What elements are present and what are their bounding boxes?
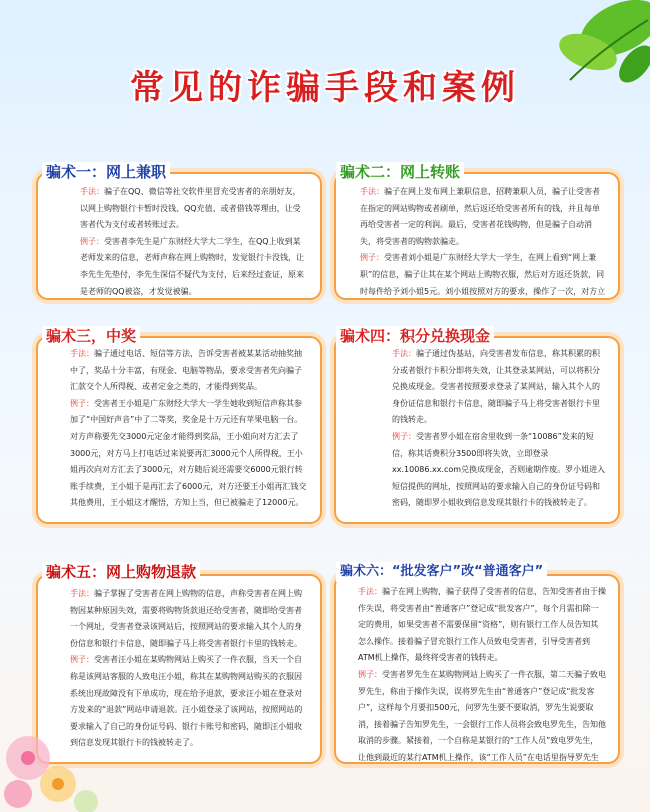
case-label: 例子：: [360, 253, 384, 263]
scam-card-2: [334, 172, 620, 300]
scam-card-1: [36, 172, 322, 300]
case-text: 受害者王小姐是广东财经大学大一学生她收到短信声称其参加了“中国好声音”中了二等奖，奖金是十万元还有苹果电脑一台。对方声称要先交3000元定金才能得到奖品，王小姐向对方汇去了3000元，对方马上打电话过来说要再汇3000元个人所得税，王小姐再次向对方汇去了3000元，对方随后说还需要交6000元银行转账手续费，王小姐于是再汇去了6000元，对方还要王小姐再汇钱交其他费用，王小姐这才醒悟，方知上当，但已被骗走了12000元。: [70, 398, 307, 508]
card-case: [358, 667, 606, 764]
method-label: 手法：: [70, 589, 94, 598]
card-2-heading: [336, 162, 464, 182]
method-text: 骗子在QQ、微信等社交软件里冒充受害者的亲朋好友，以网上购物银行卡暂时没钱、QQ充值、或者借钱等理由，让受害者代为支付或者转账过去。: [80, 187, 301, 230]
card-case: [392, 429, 606, 512]
card-case: [360, 250, 606, 300]
card-title: 网上兼职: [106, 163, 167, 181]
case-label: 例子：: [70, 398, 94, 408]
card-label: 骗术四：: [340, 327, 401, 345]
case-text: 受害者汪小姐在某购物网站上购买了一件衣服，当天一个自称是该网站客服的人致电汪小姐，称其在某购物网站购买的衣服因系统出现故障没有下单成功，现在给予退款，要求汪小姐在登录对方发来的“退款”网站申请退款。汪小姐登录了该网站，按照网站的要求输入了自己的身份证号码、银行卡账号和密码，随即汪小姐收到信息发现其银行卡的钱被转走了。: [70, 655, 303, 748]
case-label: 例子：: [392, 431, 416, 441]
card-method: [360, 184, 606, 250]
method-text: 骗子掌握了受害者在网上购物的信息，声称受害者在网上购物因某种原因失效，需要将购物货款退还给受害者，随即给受害者一个网址，受害者登录该网站后，按照网站的要求输入其个人的身份信息和银行卡信息，随即骗子马上将受害者银行卡里的钱转走。: [70, 589, 302, 648]
card-title: 中奖: [106, 327, 137, 345]
card-6-heading: [336, 562, 547, 582]
card-method: [392, 346, 606, 429]
card-label: 骗术一：: [46, 163, 107, 181]
card-title: “批发客户”改“普通客户”: [392, 564, 544, 579]
method-label: 手法：: [80, 187, 104, 196]
card-label: 骗术六：: [340, 564, 393, 579]
case-label: 例子：: [358, 669, 382, 679]
card-title: 积分兑换现金: [400, 327, 491, 345]
method-label: 手法：: [70, 349, 94, 358]
scam-card-6: [334, 574, 620, 764]
card-label: 骗术三，: [46, 327, 107, 345]
card-body: [360, 184, 606, 300]
page-title: 常见的诈骗手段和案例: [130, 68, 520, 108]
card-method: [358, 584, 606, 667]
card-title: 网上购物退款: [106, 563, 197, 581]
card-body: [358, 584, 606, 764]
case-text: 受害者刘小姐是广东财经大学大一学生，在网上看到“网上兼职”的信息，骗子让其在某个网站上购物衣服，然后对方返还货款，同时每件给予刘小姐5元。刘小姐按照对方的要求，操作了一次，对方立: [360, 253, 606, 296]
method-label: 手法：: [358, 587, 382, 596]
card-method: [70, 586, 308, 652]
flower-decoration: [0, 662, 110, 812]
card-method: [70, 346, 308, 396]
card-case: [70, 396, 308, 512]
card-1-heading: [42, 162, 170, 182]
method-label: 手法：: [392, 349, 416, 358]
card-title: 网上转账: [400, 163, 461, 181]
method-label: 手法：: [360, 187, 384, 196]
card-body: [392, 346, 606, 512]
card-case: [80, 234, 308, 300]
method-text: 骗子通过伪基站，向受害者发布信息，称其积累的积分或者银行卡积分即将失效，让其登录某网站，可以将积分兑换成现金。受害者按照要求登录了某网站，输入其个人的身份证信息和银行卡信息，随即骗子马上将受害者银行卡里的钱转走。: [392, 349, 600, 425]
card-method: [80, 184, 308, 234]
scam-card-4: [334, 336, 620, 524]
method-text: 骗子通过电话、短信等方法，告诉受害者被某某活动抽奖抽中了，奖品十分丰富，有现金、电脑等物品，要求受害者先向骗子汇款交个人所得税、或者定金之类的，才能得到奖品。: [70, 349, 302, 392]
method-text: 骗子在网上购物，骗子获得了受害者的信息，告知受害者由于操作失误，将受害者由“普通客户”登记成“批发客户”，每个月需扣除一定的费用，如果受害者不需要保留“资格”，则有银行工作人员告知其怎么操作。接着骗子冒充银行工作人员致电受害者，引导受害者到ATM机上操作，最终将受害者的钱转走。: [358, 587, 606, 663]
card-body: [80, 184, 308, 300]
card-3-heading: [42, 326, 140, 346]
card-5-heading: [42, 562, 200, 582]
method-text: 骗子在网上发布网上兼职信息，招聘兼职人员，骗子让受害者在指定的网站购物或者刷单，然后返还给受害者所有的钱，并且每单再给受害者一定的利润。最后，受害者花钱购物，但是骗子自动消失，将受害者的购物款骗走。: [360, 187, 600, 246]
card-label: 骗术五：: [46, 563, 107, 581]
card-body: [70, 346, 308, 512]
case-text: 受害者罗先生在某购物网站上购买了一件衣服，第二天骗子致电罗先生，称由于操作失误，误将罗先生由“普通客户”登记成“批发客户”，这样每个月要扣500元，问罗先生要不要取消，罗先生说要取消，接着骗子告知罗先生，一会银行工作人员将会致电罗先生，告知他取消的步骤。紧接着，一个自称是某银行的“工作人员”致电罗先生，让他到最近的某行ATM机上操作，该“工作人员”在电话里指导罗先生: [358, 669, 606, 762]
case-text: 受害者李先生是广东财经大学大二学生，在QQ上收到某老师发来的信息，老师声称在网上购物时，发觉银行卡没钱，让李先生先垫付，李先生深信不疑代为支付，后来经过查证，原来是老师的QQ被盗，才发觉被骗。: [80, 236, 304, 296]
scam-card-3: [36, 336, 322, 524]
card-4-heading: [336, 326, 494, 346]
case-label: 例子：: [80, 236, 104, 246]
case-text: 受害者罗小姐在宿舍里收到一条“10086”发来的短信，称其话费积分3500即将失效，立即登录xx.10086.xx.com兑换成现金，否则逾期作废。罗小姐进入短信提供的网址，按照网站的要求输入自己的身份证号码和密码，随即罗小姐收到信息发现其银行卡的钱被转走了。: [392, 431, 606, 508]
case-label: 例子：: [70, 655, 94, 665]
card-label: 骗术二：: [340, 163, 401, 181]
